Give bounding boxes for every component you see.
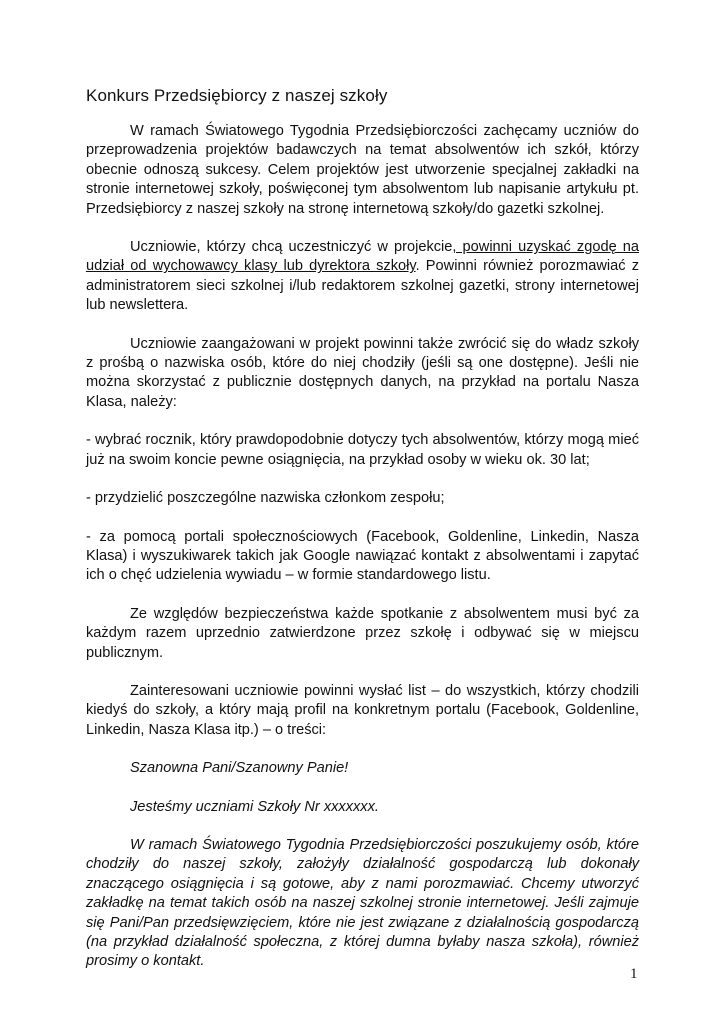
page-number: 1 — [630, 966, 638, 982]
paragraph-participation-end: . Powinni również porozmawiać z administratorem sieci szkolnej i/lub redaktorem szkolnej gazetki, strony internetowej lub newslettera. — [86, 258, 639, 314]
document-body — [86, 122, 639, 991]
letter-body: W ramach Światowego Tygodnia Przedsiębiorczości poszukujemy osób, które chodziły do naszej szkoły, założyły działalność gospodarczą lub dokonały znaczącego osiągnięcia i są gotowe, aby z nami porozmawiać. Chcemy utworzyć zakładkę na temat takich osób na naszej szkolnej stronie internetowej. Jeśli zajmuje się Pani/Pan przedsięwzięciem, które nie jest związane z działalnością gospodarczą (na przykład działalność społeczna, z której dumna byłaby nasza szkoła), również prosimy o kontakt. — [86, 836, 639, 970]
paragraph-intro: W ramach Światowego Tygodnia Przedsiębiorczości zachęcamy uczniów do przeprowadzenia projektów badawczych na temat absolwentów ich szkół, którzy obecnie odnoszą sukcesy. Celem projektów jest utworzenie specjalnej zakładki na stronie internetowej szkoły, poświęconej tym absolwentom lub napisanie artykułu pt. Przedsiębiorcy z naszej szkoły na stronę internetową szkoły/do gazetki szkolnej. — [86, 123, 639, 217]
page-title: Konkurs Przedsiębiorcy z naszej szkoły — [86, 86, 388, 105]
paragraph-participation-underlined: , powinni uzyskać zgodę na udział od wychowawcy klasy lub dyrektora szkoły — [86, 239, 639, 275]
paragraph-participation — [86, 238, 639, 316]
paragraph-safety: Ze względów bezpieczeństwa każde spotkanie z absolwentem musi być za każdym razem uprzednio zatwierdzone przez szkołę i odbywać się w miejscu publicznym. — [86, 605, 639, 661]
letter-intro: Jesteśmy uczniami Szkoły Nr xxxxxxx. — [130, 798, 379, 815]
list-item-contact-alumni: - za pomocą portali społecznościowych (Facebook, Goldenline, Linkedin, Nasza Klasa) i wyszukiwarek takich jak Google nawiązać kontakt z absolwentami i zapytać ich o chęć udzielenia wywiadu – w formie standardowego listu. — [86, 528, 639, 584]
paragraph-participation-start: Uczniowie, którzy chcą uczestniczyć w projekcie — [130, 239, 453, 256]
paragraph-school-authorities: Uczniowie zaangażowani w projekt powinni także zwrócić się do władz szkoły z prośbą o nazwiska osób, które do niej chodziły (jeśli są one dostępne). Jeśli nie można skorzystać z publicznie dostępnych danych, na przykład na portalu Nasza Klasa, należy: — [86, 335, 639, 410]
list-item-assign-names: - przydzielić poszczególne nazwiska członkom zespołu; — [86, 490, 445, 507]
paragraph-send-letter: Zainteresowani uczniowie powinni wysłać list – do wszystkich, którzy chodzili kiedyś do szkoły, a który mają profil na konkretnym portalu (Facebook, Goldenline, Linkedin, Nasza Klasa itp.) – o treści: — [86, 682, 639, 738]
letter-greeting: Szanowna Pani/Szanowny Panie! — [130, 760, 349, 777]
list-item-choose-year: - wybrać rocznik, który prawdopodobnie dotyczy tych absolwentów, którzy mogą mieć już na swoim koncie pewne osiągnięcia, na przykład osoby w wieku ok. 30 lat; — [86, 432, 639, 468]
